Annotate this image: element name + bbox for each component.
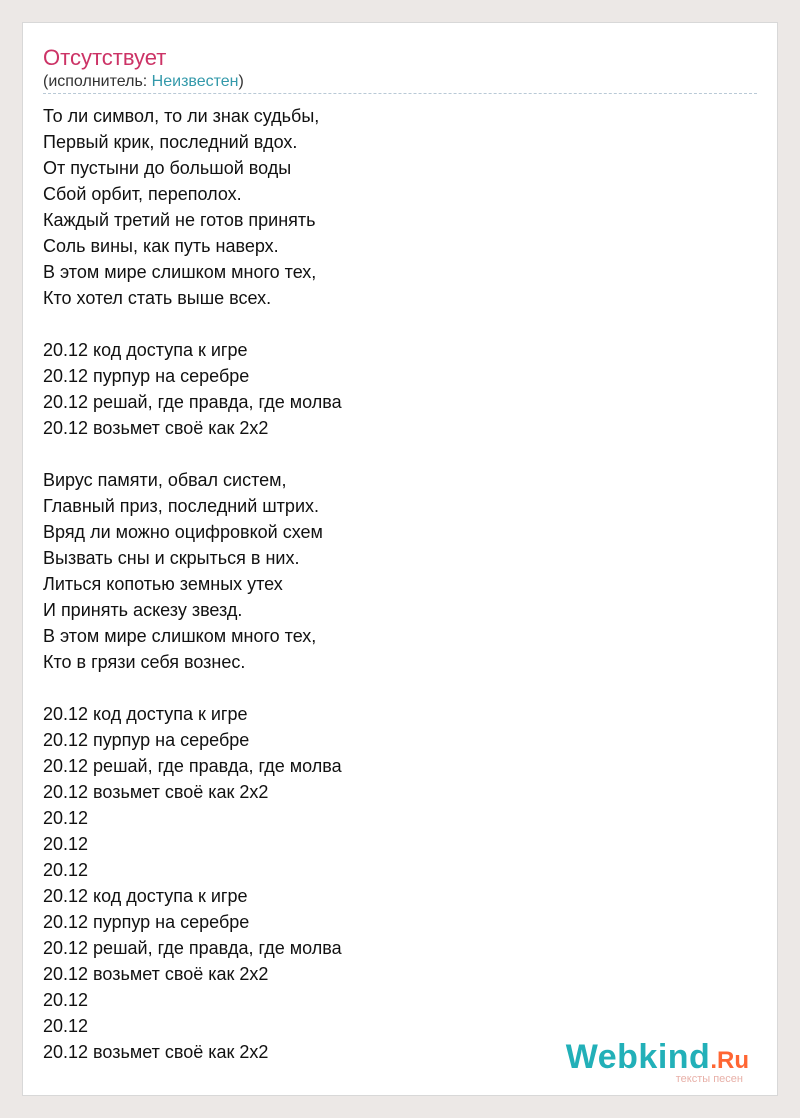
stanza-gap: [43, 675, 342, 701]
lyric-line: 20.12: [43, 808, 89, 828]
lyric-line: В этом мире слишком много тех,: [43, 262, 317, 282]
lyric-line: 20.12 код доступа к игре: [43, 704, 248, 724]
artist-link[interactable]: Неизвестен: [151, 73, 239, 90]
lyric-line: 20.12 код доступа к игре: [43, 886, 248, 906]
logo-tagline: тексты песен: [675, 1073, 743, 1085]
lyric-line: 20.12: [43, 860, 89, 880]
lyric-line: Вирус памяти, обвал систем,: [43, 470, 287, 490]
lyric-line: 20.12 решай, где правда, где молва: [43, 392, 342, 412]
lyric-line: Литься копотью земных утех: [43, 574, 283, 594]
lyric-line: В этом мире слишком много тех,: [43, 626, 317, 646]
lyric-line: 20.12 решай, где правда, где молва: [43, 938, 342, 958]
lyric-line: 20.12 возьмет своё как 2х2: [43, 1042, 269, 1062]
title-divider: [43, 93, 757, 94]
lyric-line: Кто в грязи себя вознес.: [43, 652, 246, 672]
lyric-line: Главный приз, последний штрих.: [43, 496, 319, 516]
lyric-line: Соль вины, как путь наверх.: [43, 236, 279, 256]
lyric-line: Каждый третий не готов принять: [43, 210, 316, 230]
lyric-line: От пустыни до большой воды: [43, 158, 292, 178]
webkind-logo[interactable]: [565, 1038, 749, 1085]
artist-suffix: ): [238, 73, 244, 90]
lyric-line: То ли символ, то ли знак судьбы,: [43, 106, 320, 126]
lyrics-page: [22, 22, 778, 1096]
logo-brand: Webkind: [565, 1038, 711, 1076]
lyric-line: 20.12 решай, где правда, где молва: [43, 756, 342, 776]
stanza-gap: [43, 441, 342, 467]
lyric-line: Сбой орбит, переполох.: [43, 184, 242, 204]
lyric-line: Вызвать сны и скрыться в них.: [43, 548, 300, 568]
lyric-line: 20.12 код доступа к игре: [43, 340, 248, 360]
lyric-line: Вряд ли можно оцифровкой схем: [43, 522, 323, 542]
lyric-line: 20.12 возьмет своё как 2х2: [43, 782, 269, 802]
lyric-line: 20.12 пурпур на серебре: [43, 912, 250, 932]
lyric-line: 20.12: [43, 990, 89, 1010]
logo-tld: .Ru: [710, 1047, 749, 1074]
lyric-line: 20.12 возьмет своё как 2х2: [43, 964, 269, 984]
lyric-line: 20.12 пурпур на серебре: [43, 366, 250, 386]
artist-line: [43, 73, 244, 91]
artist-prefix: (исполнитель:: [43, 73, 152, 90]
lyric-line: Кто хотел стать выше всех.: [43, 288, 272, 308]
lyric-line: Первый крик, последний вдох.: [43, 132, 298, 152]
lyric-line: 20.12: [43, 834, 89, 854]
lyric-line: 20.12: [43, 1016, 89, 1036]
lyric-line: И принять аскезу звезд.: [43, 600, 243, 620]
lyrics-text: [43, 103, 342, 1065]
lyric-line: 20.12 возьмет своё как 2х2: [43, 418, 269, 438]
song-title: Отсутствует: [43, 45, 167, 70]
stanza-gap: [43, 311, 342, 337]
lyric-line: 20.12 пурпур на серебре: [43, 730, 250, 750]
